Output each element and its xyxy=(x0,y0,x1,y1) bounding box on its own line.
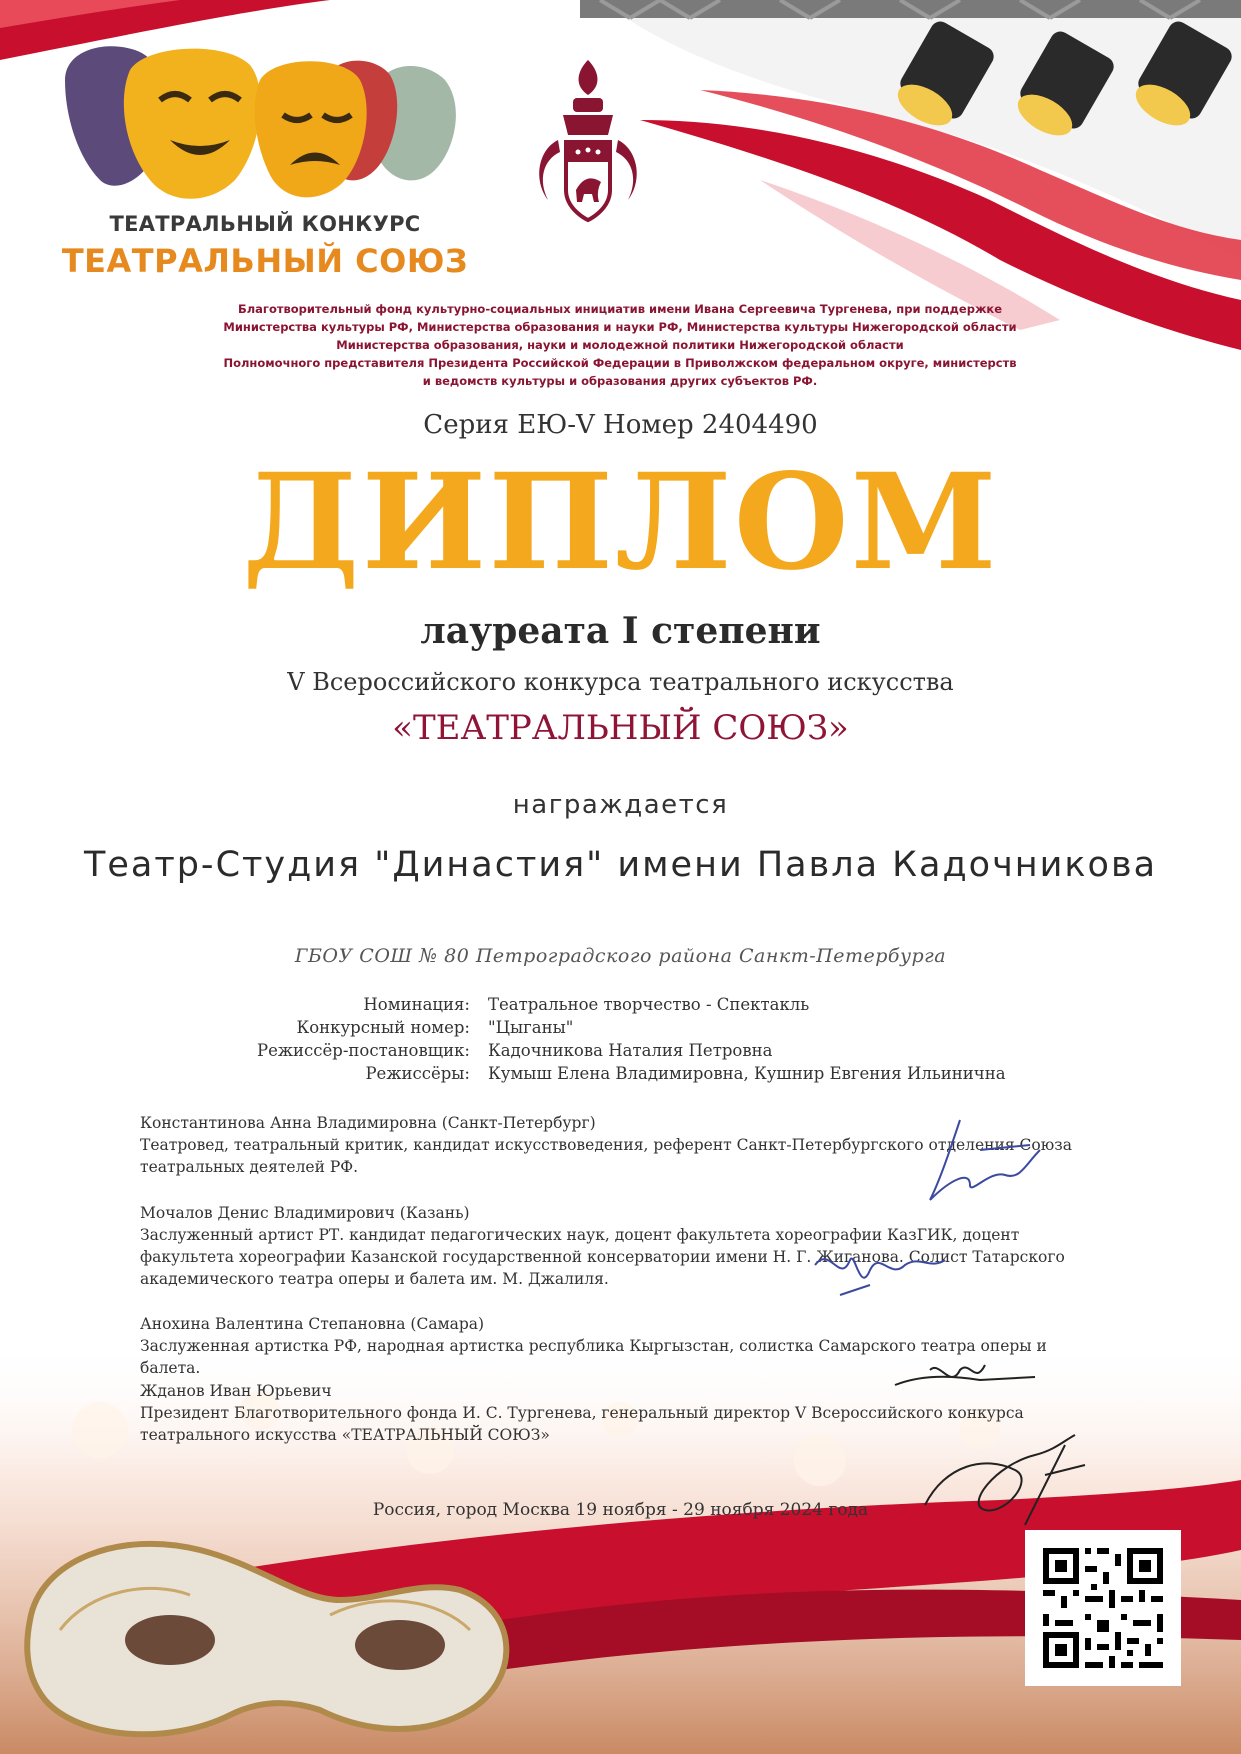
coat-of-arms-icon xyxy=(528,60,648,240)
event-location-date: Россия, город Москва 19 ноября - 29 ноября 2024 года xyxy=(372,1500,869,1520)
series-number: Серия ЕЮ-V Номер 2404490 xyxy=(423,410,818,440)
jury-description: Президент Благотворительного фонда И. С. Тургенева, генеральный директор V Всероссийского конкурса театрального искусства «ТЕАТРАЛЬНЫЙ СОЮЗ» xyxy=(140,1404,1024,1444)
detail-row xyxy=(140,1016,1140,1039)
detail-row xyxy=(140,1039,1140,1062)
jury-name: Мочалов Денис Владимирович (Казань) xyxy=(140,1204,470,1222)
sponsor-line: Полномочного представителя Президента Российской Федерации в Приволжском федеральном округе, министерств xyxy=(223,356,1017,370)
awarded-label: награждается xyxy=(512,790,729,820)
diploma-title: ДИПЛОМ xyxy=(242,445,999,600)
contest-logo xyxy=(45,20,469,280)
signature-image xyxy=(890,1345,1040,1405)
jury-name: Константинова Анна Владимировна (Санкт-Петербург) xyxy=(140,1114,596,1132)
jury-name: Жданов Иван Юрьевич xyxy=(140,1382,332,1400)
theatre-masks-icon xyxy=(45,20,485,210)
detail-value: "Цыганы" xyxy=(488,1018,574,1037)
detail-value: Театральное творчество - Спектакль xyxy=(488,995,810,1014)
signature-image xyxy=(910,1110,1050,1210)
qr-code[interactable] xyxy=(1025,1530,1181,1686)
detail-label: Конкурсный номер: xyxy=(296,1018,470,1037)
contest-name: «ТЕАТРАЛЬНЫЙ СОЮЗ» xyxy=(392,708,849,748)
qr-code-icon xyxy=(1025,1530,1181,1686)
recipient-school: ГБОУ СОШ № 80 Петроградского района Санкт-Петербурга xyxy=(294,945,947,967)
detail-value: Кумыш Елена Владимировна, Кушнир Евгения Ильинична xyxy=(488,1064,1006,1083)
detail-label: Режиссёры: xyxy=(365,1064,470,1083)
sponsor-line: Благотворительный фонд культурно-социальных инициатив имени Ивана Сергеевича Тургенева, при поддержке xyxy=(237,302,1003,316)
detail-label: Номинация: xyxy=(363,995,470,1014)
sponsor-block xyxy=(140,300,1100,390)
jury-description: Заслуженный артист РТ. кандидат педагогических наук, доцент факультета хореографии КазГИК, доцент факультета хореографии Казанской государственной консерватории имени Н. Г. Жиганова. Солист Татарского академического театра оперы и балета им. М. Джалиля. xyxy=(140,1226,1065,1288)
detail-row xyxy=(140,993,1140,1016)
signature-image xyxy=(810,1225,950,1315)
jury-description: Театровед, театральный критик, кандидат искусствоведения, референт Санкт-Петербургского отделения Союза театральных деятелей РФ. xyxy=(140,1136,1072,1176)
detail-row xyxy=(140,1062,1140,1085)
jury-description: Заслуженная артистка РФ, народная артистка республика Кыргызстан, солистка Самарского театра оперы и балета. xyxy=(140,1337,1047,1377)
contest-description: V Всероссийского конкурса театрального искусства xyxy=(287,668,954,696)
laureate-degree: лауреата I степени xyxy=(420,610,821,652)
logo-title: ТЕАТРАЛЬНЫЙ СОЮЗ xyxy=(61,242,469,280)
logo-subtitle: ТЕАТРАЛЬНЫЙ КОНКУРС xyxy=(109,212,421,236)
sponsor-line: и ведомств культуры и образования других субъектов РФ. xyxy=(422,374,818,388)
sponsor-line: Министерства культуры РФ, Министерства образования и науки РФ, Министерства культуры Нижегородской области xyxy=(223,320,1017,334)
detail-value: Кадочникова Наталия Петровна xyxy=(488,1041,773,1060)
sponsor-line: Министерства образования, науки и молодежной политики Нижегородской области xyxy=(336,338,904,352)
detail-label: Режиссёр-постановщик: xyxy=(257,1041,470,1060)
jury-name: Анохина Валентина Степановна (Самара) xyxy=(140,1315,485,1333)
recipient-name: Театр-Студия "Династия" имени Павла Кадочникова xyxy=(83,845,1158,885)
award-details xyxy=(140,993,1140,1085)
